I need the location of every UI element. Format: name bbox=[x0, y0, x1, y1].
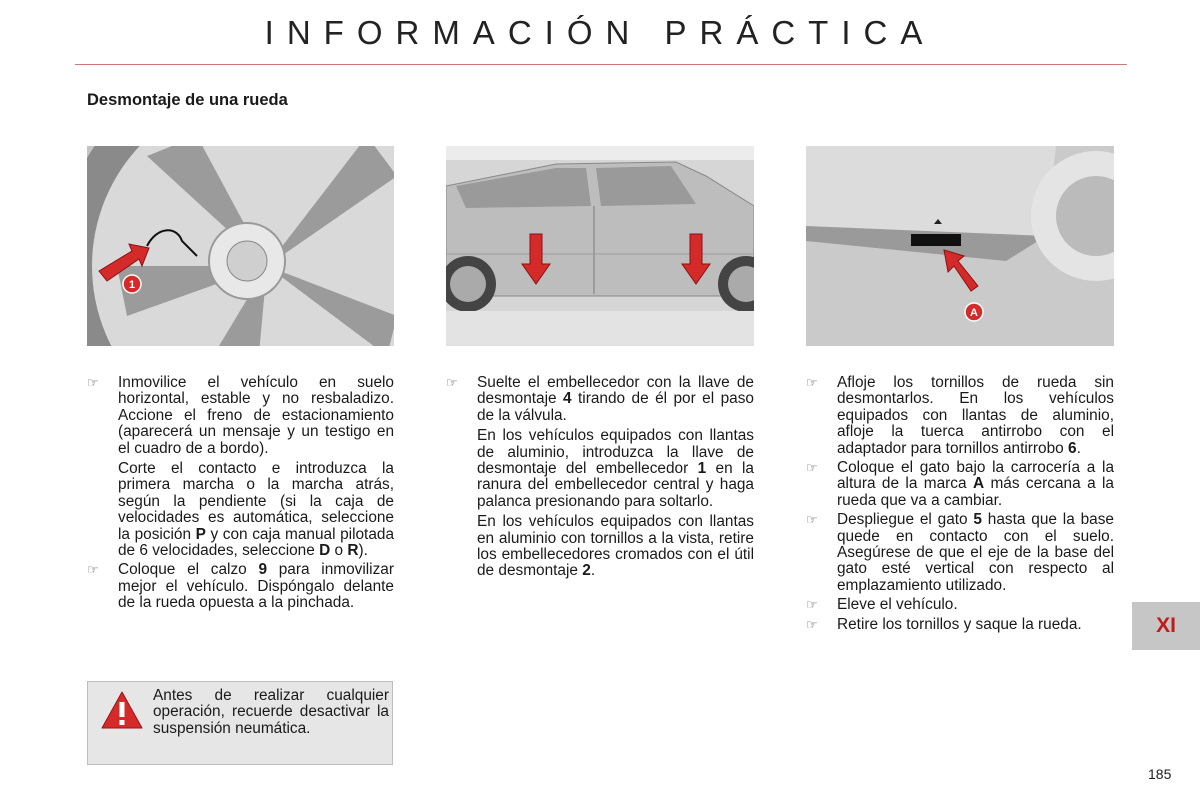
paragraph: En los vehículos equipados con llantas de aluminio, introduzca la llave de desmontaje del embellecedor 1 en la ranura del embellecedor central y haga palanca presionando para soltarlo. bbox=[477, 427, 754, 510]
column-2 bbox=[446, 375, 754, 583]
pointing-hand-icon: ☞ bbox=[806, 616, 818, 632]
section-title: Desmontaje de una rueda bbox=[87, 91, 288, 109]
column-3 bbox=[806, 375, 1114, 636]
figure-jack-point bbox=[806, 146, 1114, 346]
pointing-hand-icon: ☞ bbox=[806, 375, 818, 390]
pointing-hand-icon: ☞ bbox=[87, 375, 99, 390]
car-side-arrows-illustration bbox=[446, 146, 754, 346]
figure-wheel-hubcap bbox=[87, 146, 394, 346]
figure1-callout: 1 bbox=[128, 279, 136, 291]
warning-box bbox=[87, 681, 393, 765]
list-item: ☞ Retire los tornillos y saque la rueda. bbox=[806, 615, 1082, 633]
header-divider bbox=[75, 64, 1127, 65]
warning-text: Antes de realizar cualquier operación, recuerde desactivar la suspensión neumática. bbox=[153, 687, 389, 737]
pointing-hand-icon: ☞ bbox=[806, 512, 818, 528]
page-title: INFORMACIÓN PRÁCTICA bbox=[264, 14, 936, 51]
pointing-hand-icon: ☞ bbox=[87, 562, 99, 578]
pointing-hand-icon: ☞ bbox=[806, 460, 818, 476]
paragraph: En los vehículos equipados con llantas en aluminio con tornillos a la vista, retire los embellecedores cromados con el útil de desmontaje 2. bbox=[477, 513, 754, 580]
figure-car-side bbox=[446, 146, 754, 346]
warning-triangle-icon bbox=[100, 690, 144, 730]
paragraph: Corte el contacto e introduzca la primera marcha o la marcha atrás, según la pendiente (si la caja de velocidades es automática, seleccione la posición P y con caja manual pilotada de 6 velocidades, seleccione D o R). bbox=[118, 460, 395, 560]
pointing-hand-icon: ☞ bbox=[446, 375, 458, 390]
list-item: ☞ Despliegue el gato 5 hasta que la base quede en contacto con el suelo. Asegúrese de que el eje de la base del gato esté vertical con respecto al emplazamiento utilizado. bbox=[806, 511, 1114, 594]
list-item: ☞ Eleve el vehículo. bbox=[806, 596, 958, 614]
list-item: ☞ Afloje los tornillos de rueda sin desmontarlos. En los vehículos equipados con llantas de aluminio, afloje la tuerca antirrobo con el adaptador para tornillos antirrobo 6. bbox=[806, 374, 1114, 457]
chapter-tab: XI bbox=[1132, 602, 1200, 650]
column-1 bbox=[87, 375, 394, 615]
list-item: ☞ Coloque el gato bajo la carrocería a la altura de la marca A más cercana a la rueda que va a cambiar. bbox=[806, 459, 1114, 509]
page-number: 185 bbox=[1148, 766, 1172, 782]
pointing-hand-icon: ☞ bbox=[806, 597, 818, 613]
figure3-callout: A bbox=[970, 307, 978, 319]
wheel-hubcap-illustration bbox=[87, 146, 394, 346]
jack-point-illustration bbox=[806, 146, 1114, 346]
list-item: ☞ Coloque el calzo 9 para inmovilizar mejor el vehículo. Dispóngalo delante de la rueda opuesta a la pinchada. bbox=[87, 561, 394, 612]
list-item: ☞ Suelte el embellecedor con la llave de desmontaje 4 tirando de él por el paso de la válvula. bbox=[446, 374, 754, 424]
list-item: ☞ Inmovilice el vehículo en suelo horizontal, estable y no resbaladizo. Accione el freno de estacionamiento (aparecerá un mensaje y un testigo en el cuadro de a bordo). bbox=[87, 374, 394, 457]
